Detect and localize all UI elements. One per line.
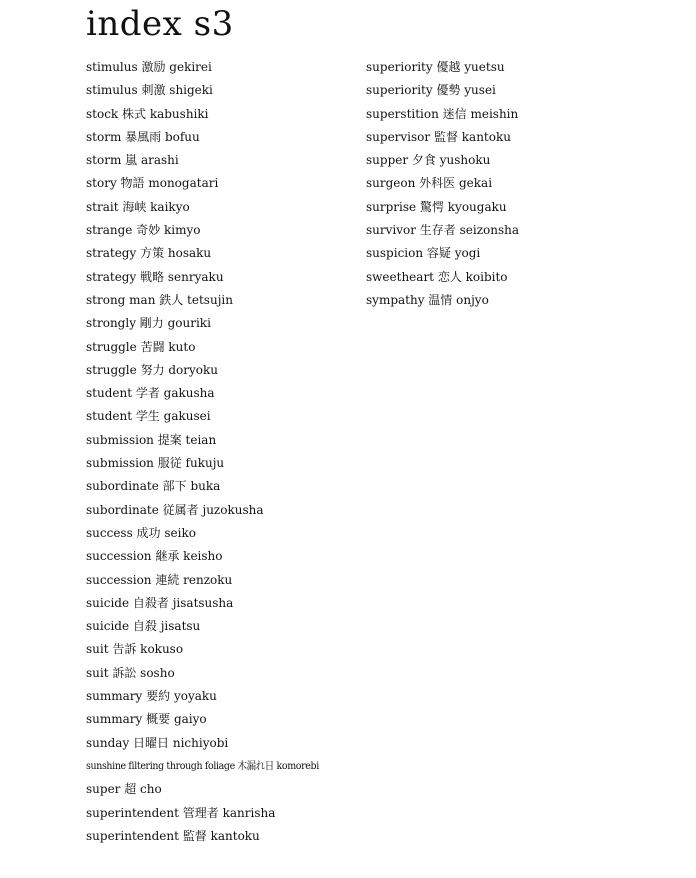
index-entry: suicide 自殺 jisatsu [86,619,201,634]
index-entry: stimulus 激励 gekirei [86,60,212,74]
index-entry: succession 連続 renzoku [86,572,233,587]
index-entry: struggle 努力 doryoku [86,362,219,377]
index-entry: subordinate 従属者 juzokusha [86,502,264,517]
index-entry: super 超 cho [86,782,162,797]
index-entry: strait 海峡 kaikyo [86,199,190,214]
index-entry: strategy 方策 hosaku [86,246,212,261]
index-entry: superstition 迷信 meishin [366,106,519,121]
index-entry: superintendent 管理者 kanrisha [86,805,276,820]
index-entry: suit 訴訟 sosho [86,665,175,680]
index-entry: superiority 優越 yuetsu [366,60,505,74]
index-entry: sunshine filtering through foliage 木漏れ日 komorebi [86,759,319,772]
index-entry: supper 夕食 yushoku [366,153,491,168]
index-entry: storm 嵐 arashi [86,153,179,168]
index-entry: surgeon 外科医 gekai [366,176,493,191]
index-entry: superiority 優勢 yusei [366,83,496,98]
index-entry: strongly 剛力 gouriki [86,316,211,331]
index-entry: strange 奇妙 kimyo [86,223,201,238]
index-entry: suspicion 容疑 yogi [366,246,481,261]
index-entry: summary 概要 gaiyo [86,712,207,727]
index-entry: subordinate 部下 buka [86,479,221,494]
index-entry: success 成功 seiko [86,525,196,540]
index-entry: surprise 驚愕 kyougaku [366,199,507,214]
index-entry: strong man 鉄人 tetsujin [86,292,233,307]
index-entry: suicide 自殺者 jisatsusha [86,595,234,610]
index-entry: student 学者 gakusha [86,386,215,401]
index-column-left [86,56,356,848]
index-entry: sunday 日曜日 nichiyobi [86,735,229,750]
page-title: index s3 [86,4,234,44]
index-entry: submission 提案 teian [86,432,217,447]
index-entry: struggle 苦闘 kuto [86,339,196,354]
index-entry: submission 服従 fukuju [86,456,225,471]
index-entry: sweetheart 恋人 koibito [366,269,508,284]
index-entry: storm 暴風雨 bofuu [86,129,200,144]
index-entry: succession 継承 keisho [86,549,223,564]
index-entry: superintendent 監督 kantoku [86,828,260,843]
index-entry: summary 要約 yoyaku [86,689,217,704]
index-entry: stimulus 刺激 shigeki [86,83,213,98]
index-entry: stock 株式 kabushiki [86,106,209,121]
index-entry: strategy 戦略 senryaku [86,269,224,284]
index-column-right [366,56,666,312]
index-entry: suit 告訴 kokuso [86,642,184,657]
index-entry: survivor 生存者 seizonsha [366,223,520,238]
index-entry: story 物語 monogatari [86,176,219,191]
index-entry: supervisor 監督 kantoku [366,129,511,144]
index-entry: student 学生 gakusei [86,409,211,424]
index-entry: sympathy 温情 onjyo [366,292,489,307]
